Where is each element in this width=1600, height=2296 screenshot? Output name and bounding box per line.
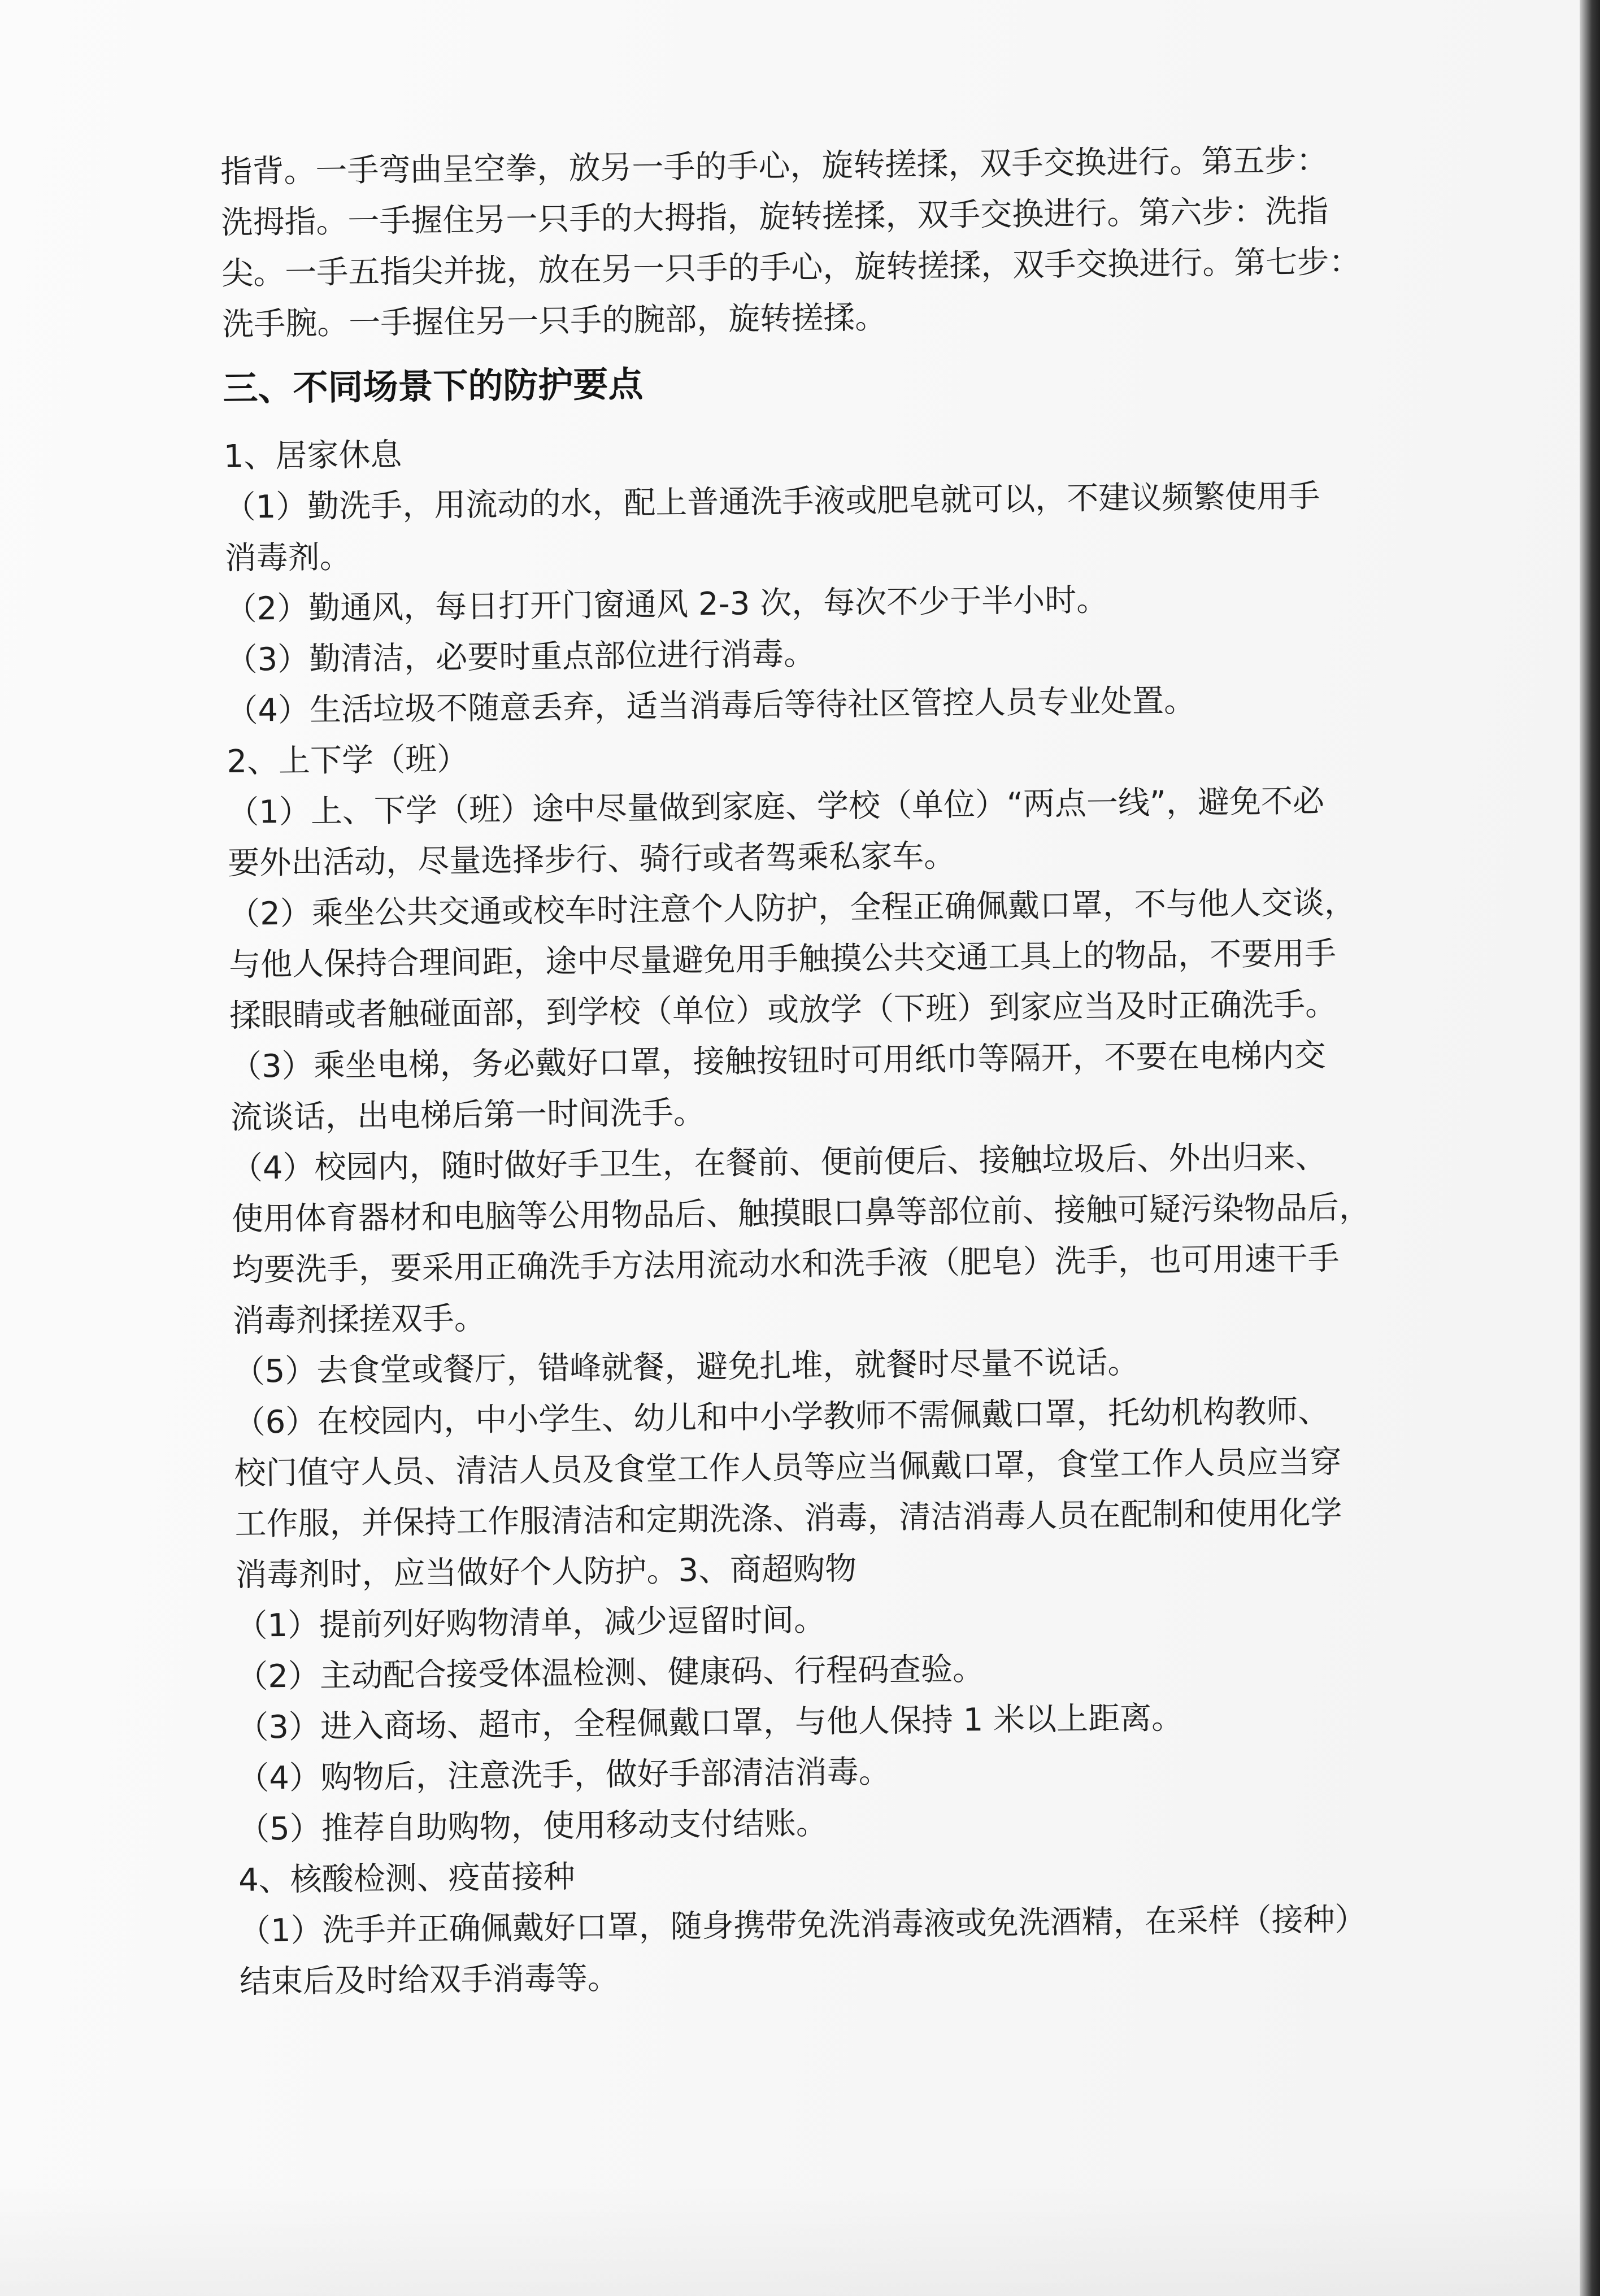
intro-paragraph — [220, 135, 1369, 350]
section-heading: 三、不同场景下的防护要点 — [223, 363, 644, 409]
list-item: 消毒剂。 — [224, 538, 351, 577]
list-item: 与他人保持合理间距，途中尽量避免用手触摸公共交通工具上的物品，不要用手 — [228, 935, 1337, 984]
list-item: 工作服，并保持工作服清洁和定期洗涤、消毒，清洁消毒人员在配制和使用化学 — [234, 1494, 1342, 1543]
intro-line: 洗拇指。一手握住另一只手的大拇指，旋转搓揉，双手交换进行。第六步：洗指 — [221, 193, 1329, 241]
list-item: （2）主动配合接受体温检测、健康码、行程码查验。 — [236, 1650, 985, 1695]
background-edge — [1580, 0, 1600, 2296]
list-item: （5）去食堂或餐厅，错峰就餐，避免扎堆，就餐时尽量不说话。 — [233, 1344, 1140, 1390]
section-title-home: 1、居家休息 — [223, 436, 402, 475]
section-home — [223, 420, 1373, 737]
document-body — [220, 135, 1386, 2008]
paper-shadow — [0, 2183, 1600, 2296]
section-title-commute: 2、上下学（班） — [227, 741, 469, 780]
list-item: （6）在校园内，中小学生、幼儿和中小学教师不需佩戴口罩，托幼机构教师、 — [233, 1393, 1330, 1441]
list-item: 消毒剂时，应当做好个人防护。3、商超购物 — [235, 1550, 857, 1594]
list-item: 流谈话，出电梯后第一时间洗手。 — [230, 1094, 706, 1136]
list-item: 使用体育器材和电脑等公用物品后、触摸眼口鼻等部位前、接触可疑污染物品后， — [231, 1189, 1371, 1238]
list-item: （1）提前列好购物清单，减少逗留时间。 — [236, 1601, 826, 1645]
intro-line: 洗手腕。一手握住另一只手的腕部，旋转搓揉。 — [221, 299, 887, 343]
list-item: 均要洗手，要采用正确洗手方法用流动水和洗手液（肥皂）洗手，也可用速干手 — [232, 1240, 1340, 1289]
section-title-testing: 4、核酸检测、疫苗接种 — [238, 1858, 576, 1899]
list-item: （1）上、下学（班）途中尽量做到家庭、学校（单位）“两点一线”，避免不必 — [227, 782, 1325, 831]
list-item: 要外出活动，尽量选择步行、骑行或者驾乘私家车。 — [227, 837, 956, 882]
list-item: 消毒剂揉搓双手。 — [232, 1300, 486, 1340]
list-item: （4）购物后，注意洗手，做好手部清洁消毒。 — [237, 1753, 891, 1797]
list-item: （4）校园内，随时做好手卫生，在餐前、便前便后、接触垃圾后、外出归来、 — [231, 1138, 1327, 1187]
list-item: （3）乘坐电梯，务必戴好口罩，接触按钮时可用纸巾等隔开，不要在电梯内交 — [229, 1037, 1326, 1085]
list-item: （1）洗手并正确佩戴好口罩，随身携带免洗消毒液或免洗酒精，在采样（接种） — [238, 1901, 1367, 1950]
intro-line: 指背。一手弯曲呈空拳，放另一手的手心，旋转搓揉，双手交换进行。第五步： — [220, 142, 1328, 190]
list-item: 结束后及时给双手消毒等。 — [239, 1959, 620, 2001]
intro-line: 尖。一手五指尖并拢，放在另一只手的手心，旋转搓揉，双手交换进行。第七步： — [221, 243, 1361, 292]
section-shopping — [236, 1589, 1385, 1855]
section-commute — [227, 725, 1382, 1601]
list-item: （1）勤洗手，用流动的水，配上普通洗手液或肥皂就可以，不建议频繁使用手 — [224, 477, 1320, 526]
list-item: （2）勤通风，每日打开门窗通风 2-3 次，每次不少于半小时。 — [225, 581, 1108, 628]
list-item: （2）乘坐公共交通或校车时注意个人防护，全程正确佩戴口罩，不与他人交谈， — [228, 884, 1356, 933]
section-testing — [238, 1843, 1387, 2008]
list-item: （5）推荐自助购物，使用移动支付结账。 — [237, 1804, 828, 1848]
list-item: （3）勤清洁，必要时重点部位进行消毒。 — [225, 636, 816, 679]
list-item: 揉眼睛或者触碰面部，到学校（单位）或放学（下班）到家应当及时正确洗手。 — [229, 986, 1337, 1034]
list-item: 校门值守人员、清洁人员及食堂工作人员等应当佩戴口罩，食堂工作人员应当穿 — [234, 1443, 1342, 1492]
list-item: （4）生活垃圾不随意丢弃，适当消毒后等待社区管控人员专业处置。 — [226, 682, 1196, 729]
list-item: （3）进入商场、超市，全程佩戴口罩，与他人保持 1 米以上距离。 — [236, 1699, 1184, 1746]
